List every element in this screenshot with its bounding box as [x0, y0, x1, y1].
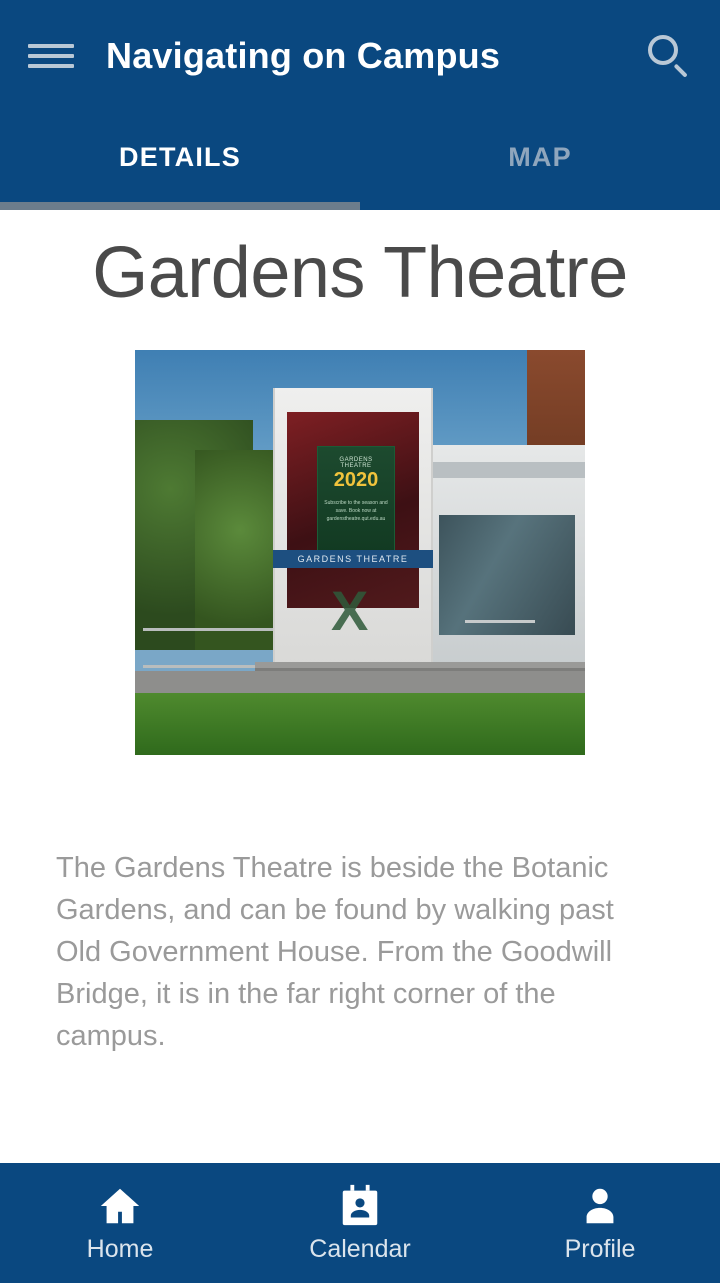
nav-item-home[interactable]	[20, 1183, 220, 1264]
tab-map[interactable]: MAP	[508, 141, 572, 172]
person-icon	[575, 1183, 625, 1229]
nav-item-profile[interactable]	[500, 1183, 700, 1264]
tab-details[interactable]: DETAILS	[119, 141, 241, 172]
nav-item-calendar-label: Calendar	[309, 1234, 411, 1263]
home-icon	[93, 1183, 147, 1229]
season-poster	[317, 446, 395, 554]
poster-top-text: GARDENS THEATRE	[339, 457, 373, 469]
bottom-navigation	[0, 1163, 720, 1283]
location-description: The Gardens Theatre is beside the Botanic Gardens, and can be found by walking past Old Government House. From the Goodwill Bridge, it is in the far right corner of the campus.	[56, 852, 614, 1052]
nav-item-profile-label: Profile	[564, 1234, 636, 1263]
app-bar	[0, 0, 720, 112]
building-sign	[273, 550, 433, 568]
x-decal: X	[331, 579, 369, 642]
page-title: Gardens Theatre	[92, 233, 628, 313]
nav-item-calendar[interactable]	[260, 1183, 460, 1264]
calendar-icon	[335, 1183, 385, 1229]
poster-year: 2020	[333, 469, 379, 491]
hamburger-menu-icon[interactable]	[28, 39, 74, 73]
search-icon[interactable]	[646, 33, 692, 79]
hero-image-wrap	[0, 350, 720, 755]
tab-bar	[0, 112, 720, 202]
gardens-theatre-photo	[135, 350, 585, 755]
poster-sub: Subscribe to the season and save. Book now at gardenstheatre.qut.edu.au	[324, 500, 388, 522]
tab-indicator	[0, 202, 720, 210]
page-title-appbar: Navigating on Campus	[106, 35, 501, 76]
building-sign-text: GARDENS THEATRE	[297, 554, 409, 564]
details-content	[0, 210, 720, 1163]
nav-item-home-label: Home	[86, 1234, 154, 1263]
